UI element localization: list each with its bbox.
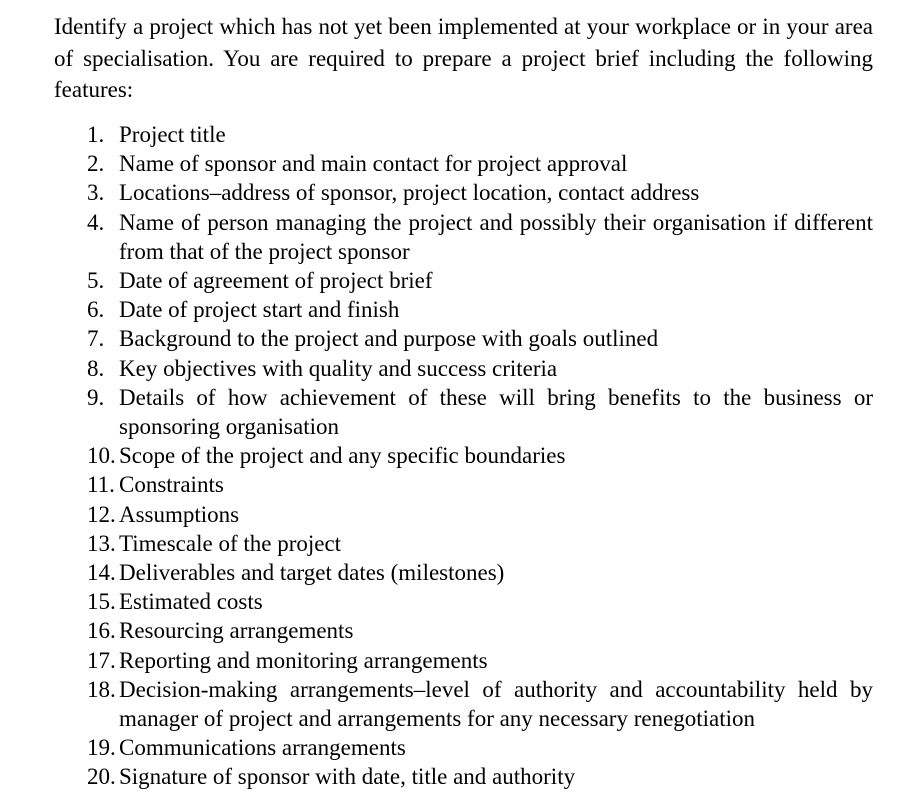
item-text: Date of project start and finish [119,297,400,323]
list-item [87,646,873,675]
item-text: Locations–address of sponsor, project location, contact address [119,180,700,206]
item-text: Reporting and monitoring arrangements [119,647,488,673]
intro-paragraph: Identify a project which has not yet been implemented at your workplace or in your area of specialisation. You are required to prepare a project brief including the following features: [54,14,873,102]
item-text: Key objectives with quality and success criteria [119,355,558,381]
list-item [87,208,873,266]
item-number: 18. [87,676,116,702]
item-text: Date of agreement of project brief [119,268,433,294]
feature-list [87,120,873,792]
list-item [87,733,873,762]
list-item [87,266,873,295]
item-number: 9. [87,384,105,410]
item-number: 11. [87,472,115,498]
item-text: Resourcing arrangements [119,618,354,644]
item-number: 5. [87,268,105,294]
item-text: Background to the project and purpose with goals outlined [119,326,659,352]
item-number: 20. [87,764,116,790]
list-item [87,120,873,149]
list-item [87,354,873,383]
item-number: 4. [87,209,105,235]
item-number: 13. [87,530,116,556]
list-item [87,178,873,207]
item-text: Name of person managing the project and possibly their organisation if different from that of the project sponsor [119,209,873,264]
list-item [87,149,873,178]
item-number: 14. [87,560,116,586]
item-number: 19. [87,735,116,761]
item-text: Project title [119,122,226,147]
item-number: 16. [87,618,116,644]
list-item [87,500,873,529]
document-page [54,11,873,790]
item-text: Scope of the project and any specific boundaries [119,443,566,469]
list-item [87,383,873,441]
item-text: Assumptions [119,501,240,527]
list-item [87,324,873,353]
item-number: 15. [87,589,116,615]
list-item [87,529,873,558]
list-item [87,762,873,791]
item-text: Decision-making arrangements–level of authority and accountability held by manager of project and arrangements for any necessary renegotiation [119,676,873,732]
item-text: Name of sponsor and main contact for project approval [119,151,628,177]
item-number: 12. [87,501,116,527]
list-item [87,558,873,587]
item-text: Constraints [119,472,224,498]
list-item [87,295,873,324]
item-number: 3. [87,180,105,206]
item-text: Signature of sponsor with date, title and authority [119,764,576,790]
list-item [87,616,873,645]
item-text: Communications arrangements [119,735,406,761]
item-number: 6. [87,297,105,323]
list-item [87,587,873,616]
item-number: 17. [87,647,116,673]
item-number: 10. [87,443,116,469]
item-text: Timescale of the project [119,530,342,556]
item-number: 7. [87,326,105,352]
list-item [87,470,873,499]
item-number: 8. [87,355,105,381]
item-number: 1. [87,122,105,147]
list-item [87,441,873,470]
item-number: 2. [87,151,105,177]
item-text: Deliverables and target dates (milestones) [119,560,505,586]
list-item [87,675,873,733]
item-text: Details of how achievement of these will bring benefits to the business or sponsoring organisation [119,384,873,440]
item-text: Estimated costs [119,589,263,615]
